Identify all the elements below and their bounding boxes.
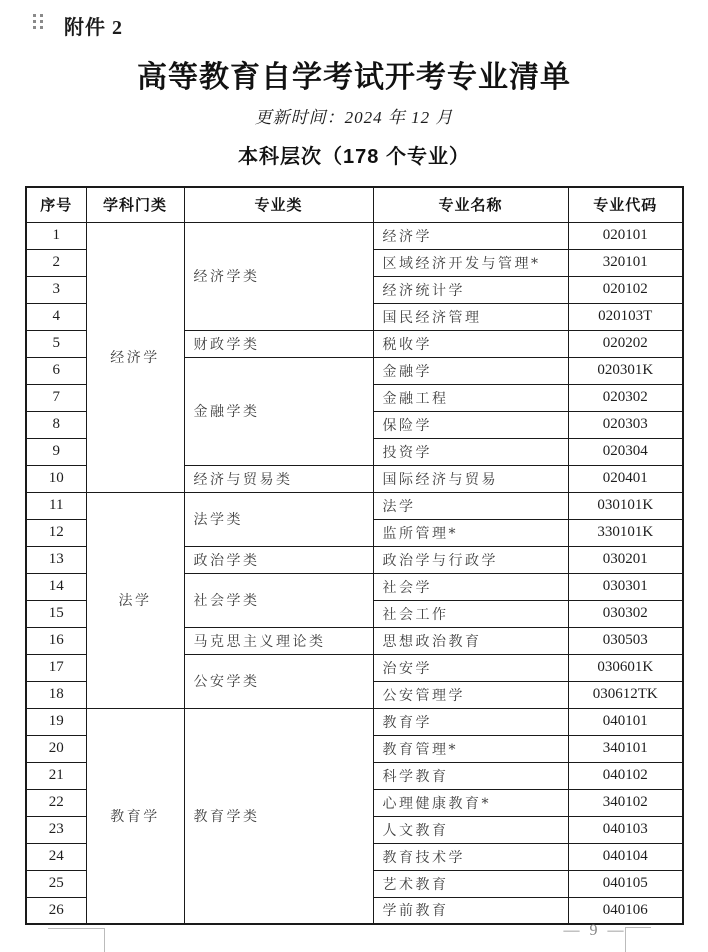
- discipline-cell: 法学: [86, 492, 184, 708]
- row-number: 1: [26, 222, 86, 249]
- major-name-cell: 艺术教育: [373, 870, 568, 897]
- major-name-cell: 公安管理学: [373, 681, 568, 708]
- row-number: 12: [26, 519, 86, 546]
- major-name-cell: 法学: [373, 492, 568, 519]
- major-code-cell: 030612TK: [568, 681, 683, 708]
- category-cell: 社会学类: [184, 573, 373, 627]
- major-name-cell: 保险学: [373, 411, 568, 438]
- row-number: 15: [26, 600, 86, 627]
- table-row: [26, 222, 683, 249]
- row-number: 10: [26, 465, 86, 492]
- text-boundary-mark-left: [48, 928, 105, 952]
- category-cell: 政治学类: [184, 546, 373, 573]
- row-number: 6: [26, 357, 86, 384]
- major-name-cell: 监所管理*: [373, 519, 568, 546]
- drag-grip-icon[interactable]: [33, 14, 43, 29]
- major-code-cell: 040103: [568, 816, 683, 843]
- major-name-cell: 经济学: [373, 222, 568, 249]
- category-cell: 经济学类: [184, 222, 373, 330]
- header-row: [26, 187, 683, 222]
- major-code-cell: 030601K: [568, 654, 683, 681]
- major-name-cell: 金融学: [373, 357, 568, 384]
- major-code-cell: 330101K: [568, 519, 683, 546]
- major-code-cell: 320101: [568, 249, 683, 276]
- major-code-cell: 040104: [568, 843, 683, 870]
- major-name-cell: 心理健康教育*: [373, 789, 568, 816]
- major-code-cell: 030503: [568, 627, 683, 654]
- row-number: 19: [26, 708, 86, 735]
- major-code-cell: 040101: [568, 708, 683, 735]
- category-cell: 公安学类: [184, 654, 373, 708]
- major-code-cell: 020101: [568, 222, 683, 249]
- major-code-cell: 030301: [568, 573, 683, 600]
- major-code-cell: 040102: [568, 762, 683, 789]
- table-body: [26, 222, 683, 924]
- major-code-cell: 030101K: [568, 492, 683, 519]
- row-number: 16: [26, 627, 86, 654]
- row-number: 7: [26, 384, 86, 411]
- major-name-cell: 区域经济开发与管理*: [373, 249, 568, 276]
- major-code-cell: 020301K: [568, 357, 683, 384]
- header-serial: 序号: [26, 187, 86, 222]
- major-name-cell: 思想政治教育: [373, 627, 568, 654]
- discipline-cell: 经济学: [86, 222, 184, 492]
- row-number: 26: [26, 897, 86, 924]
- major-name-cell: 税收学: [373, 330, 568, 357]
- major-name-cell: 经济统计学: [373, 276, 568, 303]
- major-code-cell: 340101: [568, 735, 683, 762]
- major-code-cell: 020103T: [568, 303, 683, 330]
- row-number: 20: [26, 735, 86, 762]
- major-name-cell: 教育技术学: [373, 843, 568, 870]
- category-cell: 经济与贸易类: [184, 465, 373, 492]
- major-name-cell: 学前教育: [373, 897, 568, 924]
- row-number: 22: [26, 789, 86, 816]
- category-cell: 马克思主义理论类: [184, 627, 373, 654]
- major-code-cell: 030302: [568, 600, 683, 627]
- attachment-label: 附件 2: [64, 17, 123, 39]
- major-name-cell: 政治学与行政学: [373, 546, 568, 573]
- table-row: [26, 492, 683, 519]
- row-number: 18: [26, 681, 86, 708]
- row-number: 3: [26, 276, 86, 303]
- row-number: 2: [26, 249, 86, 276]
- major-name-cell: 教育学: [373, 708, 568, 735]
- header-discipline: 学科门类: [86, 187, 184, 222]
- table-row: [26, 708, 683, 735]
- row-number: 8: [26, 411, 86, 438]
- category-cell: 教育学类: [184, 708, 373, 924]
- row-number: 25: [26, 870, 86, 897]
- major-code-cell: 020303: [568, 411, 683, 438]
- row-number: 14: [26, 573, 86, 600]
- major-code-cell: 040106: [568, 897, 683, 924]
- table-header: [26, 187, 683, 222]
- row-number: 13: [26, 546, 86, 573]
- row-number: 21: [26, 762, 86, 789]
- section-title: 本科层次（178 个专业）: [238, 146, 470, 168]
- row-number: 11: [26, 492, 86, 519]
- major-code-cell: 020102: [568, 276, 683, 303]
- page-title: 高等教育自学考试开考专业清单: [137, 61, 571, 94]
- discipline-cell: 教育学: [86, 708, 184, 924]
- row-number: 9: [26, 438, 86, 465]
- major-code-cell: 020202: [568, 330, 683, 357]
- major-code-cell: 020302: [568, 384, 683, 411]
- major-name-cell: 社会工作: [373, 600, 568, 627]
- major-name-cell: 治安学: [373, 654, 568, 681]
- majors-table: [25, 186, 684, 925]
- major-name-cell: 科学教育: [373, 762, 568, 789]
- major-name-cell: 教育管理*: [373, 735, 568, 762]
- major-name-cell: 投资学: [373, 438, 568, 465]
- major-code-cell: 020304: [568, 438, 683, 465]
- category-cell: 法学类: [184, 492, 373, 546]
- row-number: 17: [26, 654, 86, 681]
- row-number: 23: [26, 816, 86, 843]
- major-name-cell: 社会学: [373, 573, 568, 600]
- major-code-cell: 020401: [568, 465, 683, 492]
- category-cell: 金融学类: [184, 357, 373, 465]
- major-name-cell: 金融工程: [373, 384, 568, 411]
- category-cell: 财政学类: [184, 330, 373, 357]
- major-name-cell: 人文教育: [373, 816, 568, 843]
- header-major-name: 专业名称: [373, 187, 568, 222]
- row-number: 24: [26, 843, 86, 870]
- row-number: 4: [26, 303, 86, 330]
- major-name-cell: 国际经济与贸易: [373, 465, 568, 492]
- header-major-code: 专业代码: [568, 187, 683, 222]
- major-name-cell: 国民经济管理: [373, 303, 568, 330]
- header-category: 专业类: [184, 187, 373, 222]
- row-number: 5: [26, 330, 86, 357]
- major-code-cell: 030201: [568, 546, 683, 573]
- major-code-cell: 340102: [568, 789, 683, 816]
- major-code-cell: 040105: [568, 870, 683, 897]
- update-time: 更新时间：2024 年 12 月: [254, 108, 454, 127]
- page-number: — 9 —: [563, 922, 627, 939]
